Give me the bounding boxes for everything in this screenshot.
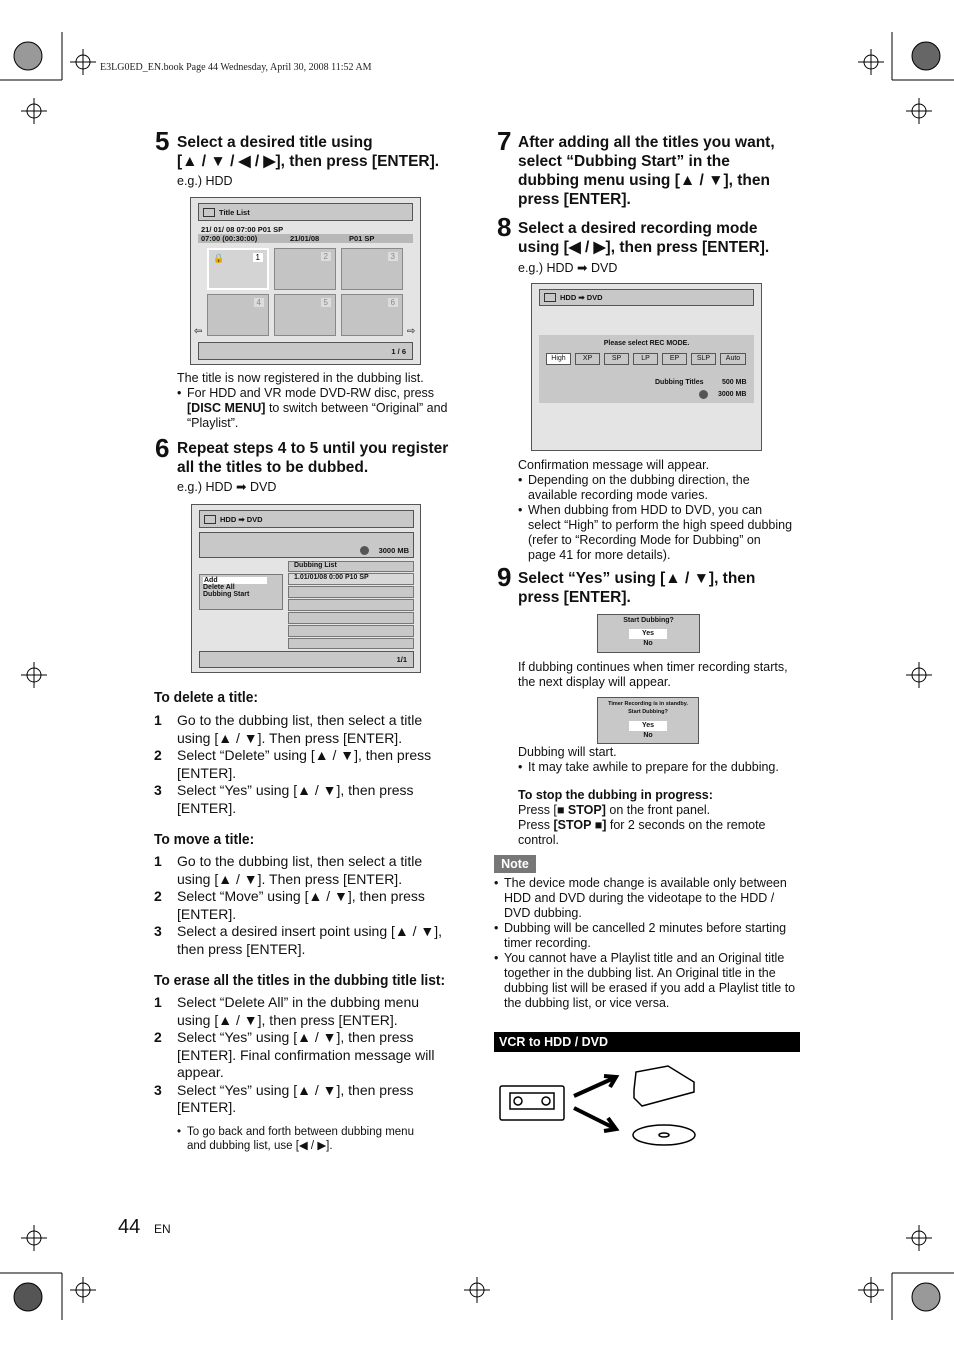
disc-icon — [360, 546, 369, 555]
step-heading-line: After adding all the titles you want, — [518, 134, 775, 151]
step-heading-line: all the titles to be dubbed. — [177, 459, 369, 476]
title-time: 07:00 (00:30:00) — [201, 234, 258, 243]
item-text: [ENTER]. — [177, 764, 237, 781]
item-number: 1 — [154, 994, 162, 1010]
note-bullet — [177, 386, 467, 431]
dubbing-list-row[interactable] — [288, 625, 414, 637]
page-indicator: 1 / 6 — [198, 342, 413, 360]
note-text: HDD and DVD during the videotape to the HDD / — [504, 891, 775, 905]
example-label: e.g.) HDD — [177, 174, 233, 188]
screen-title: HDD ➡ DVD — [220, 514, 263, 524]
item-number: 2 — [154, 747, 162, 763]
step5-notes — [177, 371, 467, 431]
thumbnail-number: 5 — [321, 298, 331, 307]
list-item — [154, 1029, 464, 1082]
no-option[interactable]: No — [643, 640, 653, 647]
dubbing-list-row[interactable] — [288, 599, 414, 611]
item-text: Select “Delete All” in the dubbing menu — [177, 994, 420, 1010]
move-steps — [154, 853, 464, 958]
note-text: dubbing list will be erased if you add a Playlist title to — [504, 981, 796, 995]
stop-dubbing — [518, 788, 808, 848]
step-heading-line: press [ENTER]. — [518, 191, 631, 208]
note-text: select “High” to perform the high speed dubbing — [528, 518, 793, 532]
dvd-disc-icon — [633, 1125, 695, 1145]
rec-mode-prompt: Please select REC MODE. — [603, 340, 690, 347]
example-label: e.g.) HDD ➡ DVD — [518, 261, 618, 275]
arrow-left-icon[interactable]: ⇦ — [194, 326, 203, 337]
item-text: [ENTER]. — [177, 799, 237, 816]
subheading: To delete a title: — [154, 689, 259, 706]
note-text: When dubbing from HDD to DVD, you can — [528, 503, 763, 517]
capacity-bar — [199, 532, 414, 558]
item-text: using [▲ / ▼]. Then press [ENTER]. — [177, 729, 403, 746]
note-text: to switch between “Original” and — [265, 401, 448, 415]
mode-high-button[interactable]: High — [546, 353, 571, 365]
dubbing-titles-label: Dubbing Titles — [655, 379, 704, 386]
dialog-question: Timer Recording is in standby. — [608, 701, 688, 707]
item-text: Select a desired insert point using [▲ / ▼], — [177, 923, 443, 939]
note-text: together in the dubbing list. An Original title in the — [504, 966, 776, 980]
monitor-icon — [203, 208, 215, 217]
note-text: If dubbing continues when timer recording starts, — [518, 660, 788, 674]
list-item — [154, 747, 464, 782]
timer-standby-dialog — [597, 697, 699, 744]
dubbing-list-row[interactable] — [288, 638, 414, 649]
note-text: the next display will appear. — [518, 675, 671, 689]
hdd-icon — [634, 1066, 694, 1106]
step-number: 8 — [497, 212, 512, 242]
step-number: 7 — [497, 126, 512, 156]
item-number: 3 — [154, 923, 162, 939]
item-text: Go to the dubbing list, then select a title — [177, 853, 423, 869]
dubbing-list-screen — [191, 504, 421, 673]
note-text: the dubbing list, or vice versa. — [504, 996, 670, 1010]
item-number: 3 — [154, 782, 162, 798]
dubbing-list-row[interactable]: 1.01/01/08 0:00 P10 SP — [288, 573, 414, 585]
note-text: DVD dubbing. — [504, 906, 582, 920]
lock-icon: 🔒 — [213, 253, 225, 263]
step-heading-line: Select a desired recording mode — [518, 220, 758, 237]
thumbnail-number: 1 — [253, 253, 263, 262]
note-text: Confirmation message will appear. — [518, 458, 710, 472]
vcr-to-hdd-dvd-illustration — [496, 1060, 701, 1150]
monitor-icon — [544, 293, 556, 302]
step-heading-line: Select “Yes” using [▲ / ▼], then — [518, 570, 756, 587]
file-header: E3LG0ED_EN.book Page 44 Wednesday, April 30, 2008 11:52 AM — [100, 62, 372, 73]
stop-text: on the front panel. — [605, 803, 711, 817]
dubbing-list-row[interactable] — [288, 612, 414, 624]
note-text: For HDD and VR mode DVD-RW disc, press — [187, 386, 435, 400]
thumbnail-number: 6 — [388, 298, 398, 307]
stop-line — [518, 818, 808, 833]
step-heading-line: select “Dubbing Start” in the — [518, 153, 730, 170]
dubbing-size: 500 MB — [722, 379, 747, 386]
mode-lp-button[interactable]: LP — [633, 353, 658, 365]
title-list-screen — [190, 197, 421, 365]
note-text: (refer to “Recording Mode for Dubbing” on — [528, 533, 761, 547]
arrow-icon — [574, 1108, 616, 1131]
yes-option[interactable]: Yes — [629, 629, 667, 639]
dialog-question: Start Dubbing? — [628, 709, 668, 715]
stop-key: ■ STOP] — [556, 803, 606, 817]
page-number: 44 — [118, 1216, 141, 1238]
item-number: 2 — [154, 888, 162, 904]
item-number: 2 — [154, 1029, 162, 1045]
note-text: “Playlist”. — [187, 416, 239, 430]
yes-option[interactable]: Yes — [629, 721, 667, 731]
note-text: Dubbing will be cancelled 2 minutes before starting — [504, 921, 787, 935]
note-bullet — [494, 951, 804, 1011]
step-heading-line: [▲ / ▼ / ◀ / ▶], then press [ENTER]. — [177, 153, 440, 170]
subheading: To move a title: — [154, 831, 255, 848]
thumbnail-number: 4 — [254, 298, 264, 307]
start-dubbing-dialog — [597, 614, 700, 653]
thumbnail[interactable] — [207, 294, 269, 336]
page-indicator: 1/1 — [199, 651, 414, 668]
note-text: and dubbing list, use [◀ / ▶]. — [187, 1140, 333, 1152]
rec-mode-panel — [539, 335, 754, 403]
stop-key: [STOP ■] — [553, 818, 607, 832]
step8-notes — [518, 458, 808, 563]
step-heading — [518, 569, 755, 607]
step-number: 9 — [497, 562, 512, 592]
thumbnail[interactable] — [207, 248, 269, 290]
disc-capacity: 3000 MB — [718, 391, 747, 398]
step-heading-line: press [ENTER]. — [518, 589, 631, 606]
dubbing-list-header: Dubbing List — [288, 561, 414, 572]
mode-slp-button[interactable]: SLP — [691, 353, 716, 365]
mode-auto-button[interactable]: Auto — [720, 353, 746, 365]
list-item — [154, 994, 464, 1029]
stop-text: Press — [518, 818, 554, 832]
list-item — [154, 782, 464, 817]
subheading: To erase all the titles in the dubbing title list: — [154, 972, 446, 989]
note-bullet — [518, 503, 808, 563]
list-item — [154, 712, 464, 747]
note-text: timer recording. — [504, 936, 591, 950]
note-bullet — [518, 473, 808, 503]
delete-steps — [154, 712, 464, 817]
menu-dubbing-start[interactable]: Dubbing Start — [203, 591, 250, 598]
dubbing-list-row[interactable] — [288, 586, 414, 598]
step-heading-line: using [◀ / ▶], then press [ENTER]. — [518, 239, 770, 256]
timer-note — [518, 660, 808, 690]
title-mode: P01 SP — [349, 234, 375, 243]
item-text: Select “Delete” using [▲ / ▼], then press — [177, 747, 432, 763]
mode-sp-button[interactable]: SP — [604, 353, 629, 365]
screen-title-bar — [199, 510, 414, 528]
erase-note — [177, 1125, 467, 1153]
note-text: You cannot have a Playlist title and an Original title — [504, 951, 785, 965]
rec-mode-screen — [531, 283, 762, 451]
stop-text: for 2 seconds on the remote — [606, 818, 766, 832]
dubbing-menu — [199, 574, 283, 610]
thumbnail[interactable] — [341, 248, 403, 290]
item-text: Select “Move” using [▲ / ▼], then press — [177, 888, 425, 904]
list-item — [154, 888, 464, 923]
capacity-value: 3000 MB — [378, 546, 409, 555]
note-text: To go back and forth between dubbing menu — [187, 1126, 414, 1138]
stop-line — [518, 803, 808, 818]
step-heading — [518, 133, 775, 209]
item-text: [ENTER]. — [177, 905, 237, 922]
list-item — [154, 1082, 464, 1117]
step-number: 6 — [155, 433, 170, 463]
note-text: The device mode change is available only between — [504, 876, 787, 890]
item-text: Go to the dubbing list, then select a title — [177, 712, 423, 728]
step-heading-line: Select a desired title using — [177, 134, 373, 151]
menu-delete-all[interactable]: Delete All — [203, 584, 235, 591]
list-item — [154, 853, 464, 888]
item-text: appear. — [177, 1064, 224, 1080]
note-text: Dubbing will start. — [518, 745, 617, 759]
menu-add[interactable]: Add — [203, 577, 267, 584]
screen-title-bar — [198, 203, 413, 221]
item-text: [ENTER]. Final confirmation message will — [177, 1046, 435, 1063]
note-text: The title is now registered in the dubbing list. — [177, 371, 424, 385]
note-text: page 41 for more details). — [528, 548, 671, 562]
step-number: 5 — [155, 126, 170, 156]
arrow-icon — [574, 1076, 616, 1096]
mode-xp-button[interactable]: XP — [575, 353, 600, 365]
item-number: 1 — [154, 853, 162, 869]
step-heading-line: dubbing menu using [▲ / ▼], then — [518, 172, 770, 189]
item-number: 1 — [154, 712, 162, 728]
note-text: It may take awhile to prepare for the dubbing. — [528, 760, 779, 774]
note-label: Note — [494, 855, 536, 873]
example-label: e.g.) HDD ➡ DVD — [177, 480, 277, 494]
monitor-icon — [204, 515, 216, 524]
item-number: 3 — [154, 1081, 162, 1098]
item-text: [ENTER]. — [177, 1099, 237, 1115]
arrow-right-icon[interactable]: ⇨ — [407, 326, 416, 337]
note-bullet — [494, 876, 804, 921]
thumbnail[interactable] — [274, 294, 336, 336]
stop-title: To stop the dubbing in progress: — [518, 788, 713, 802]
step-heading — [177, 133, 439, 171]
step-heading — [177, 439, 448, 477]
item-text: Select “Yes” using [▲ / ▼], then press — [177, 1029, 414, 1045]
item-text: using [▲ / ▼], then press [ENTER]. — [177, 1011, 398, 1028]
item-text: Select “Yes” using [▲ / ▼], then press — [177, 782, 414, 798]
title-info-row — [198, 234, 413, 243]
item-text: using [▲ / ▼]. Then press [ENTER]. — [177, 870, 403, 887]
screen-title-bar — [539, 289, 754, 306]
disc-icon — [699, 390, 708, 399]
dialog-question: Start Dubbing? — [623, 617, 674, 624]
step-heading — [518, 219, 769, 257]
note-bullet — [518, 760, 808, 775]
erase-steps — [154, 994, 464, 1117]
no-option[interactable]: No — [643, 732, 653, 739]
stop-text: Press [ — [518, 803, 557, 817]
step-heading-line: Repeat steps 4 to 5 until you register — [177, 440, 449, 457]
title-date: 21/01/08 — [290, 234, 320, 243]
thumbnail-number: 3 — [388, 252, 398, 261]
step9-notes — [518, 745, 808, 775]
note-text: available recording mode varies. — [528, 488, 708, 502]
section-bar: VCR to HDD / DVD — [494, 1032, 800, 1052]
note-text: Depending on the dubbing direction, the — [528, 473, 750, 487]
thumbnail-number: 2 — [321, 252, 331, 261]
note-key: [DISC MENU] — [187, 401, 266, 415]
mode-ep-button[interactable]: EP — [662, 353, 687, 365]
thumbnail[interactable] — [341, 294, 403, 336]
list-item — [154, 923, 464, 958]
item-text: Select “Yes” using [▲ / ▼], then press — [177, 1081, 414, 1098]
stop-text: control. — [518, 833, 559, 847]
note-bullet — [494, 921, 804, 951]
title-info: 21/ 01/ 08 07:00 P01 SP — [201, 225, 284, 234]
screen-title: Title List — [219, 207, 250, 217]
screen-title: HDD ➡ DVD — [560, 293, 603, 302]
language-label: EN — [154, 1222, 171, 1236]
item-text: then press [ENTER]. — [177, 940, 306, 957]
thumbnail[interactable] — [274, 248, 336, 290]
note-list — [494, 876, 804, 1011]
